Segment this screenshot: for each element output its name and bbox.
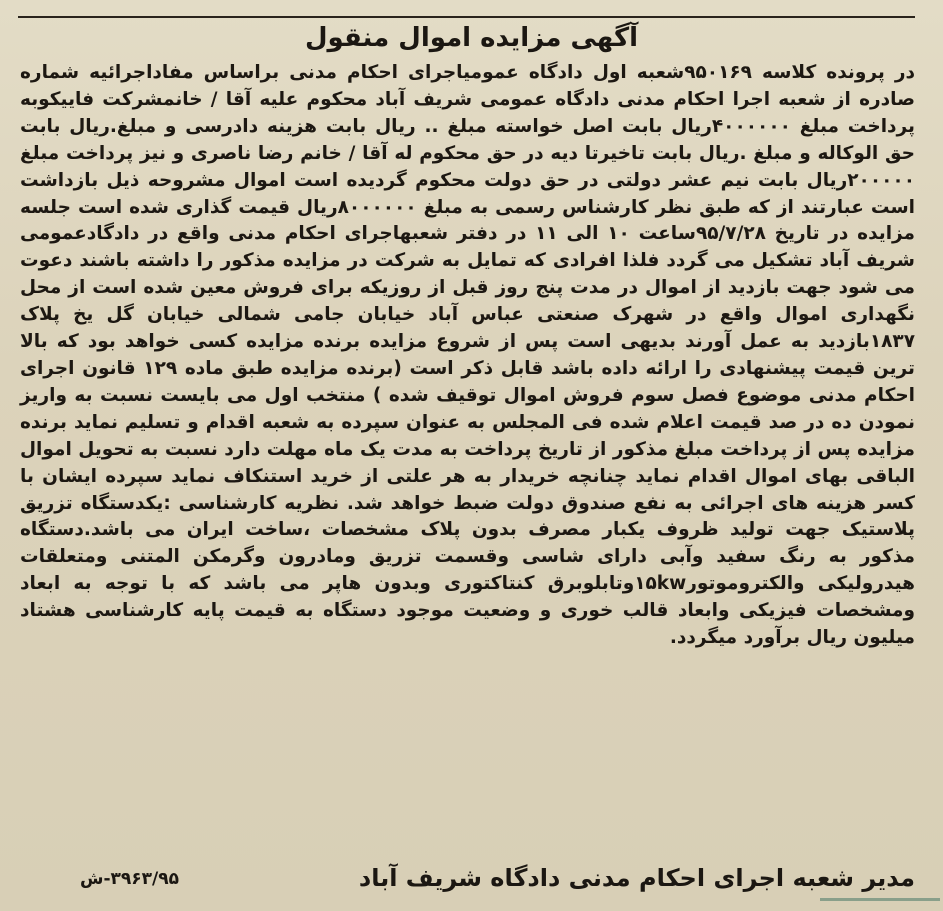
corner-edge-mark: [820, 898, 940, 911]
notice-footer: [20, 861, 915, 897]
top-divider: [18, 16, 915, 18]
ad-reference-number: ۳۹۶۳/۹۵-ش: [80, 869, 179, 889]
signature-line: مدیر شعبه اجرای احکام مدنی دادگاه شریف آباد: [358, 864, 915, 892]
notice-paragraph: در پرونده کلاسه ۹۵۰۱۶۹شعبه اول دادگاه عمومیاجرای احکام مدنی براساس مفاداجرائیه شماره صادره از شعبه اجرا احکام مدنی دادگاه عمومی شریف آباد محکوم علیه آقا / خانمشرکت فاییکوبه پرداخت مبلغ ۴۰۰۰۰۰۰ریال بابت اصل خواسته مبلغ .. ریال بابت هزینه دادرسی و مبلغ.ریال بابت حق الوکاله و مبلغ .ریال بابت تاخیرتا دیه در حق محکوم له آقا / خانم رضا ناصری و نیز پرداخت مبلغ ۲۰۰۰۰۰ریال بابت نیم عشر دولتی در حق دولت محکوم گردیده است اموال مشروحه ذیل بازداشت است عبارتند از که طبق نظر کارشناس رسمی به مبلغ ۸۰۰۰۰۰۰ریال قیمت گذاری شده است جلسه مزایده در تاریخ ۹۵/۷/۲۸ساعت ۱۰ الی ۱۱ در دفتر شعبهاجرای احکام مدنی واقع در دادگادعمومی شریف آباد تشکیل می گردد فلذا افرادی که تمایل به شرکت در مزایده مذکور را داشته باشند دعوت می شود جهت بازدید از اموال در مدت پنج روز قبل از روزیکه برای فروش معین شده است از محل نگهداری اموال واقع در شهرک صنعتی عباس آباد خیابان جامی شمالی خیابان گل یخ پلاک ۱۸۳۷بازدید به عمل آورند بدیهی است پس از شروع مزایده برنده مزایده کسی خواهد بود که بالا ترین قیمت پیشنهادی را ارائه داده باشد قابل ذکر است (برنده مزایده طبق ماده ۱۲۹ قانون اجرای احکام مدنی موضوع فصل سوم فروش اموال توقیف شده ) منتخب اول می بایست نسبت به واریز نمودن ده در صد قیمت اعلام شده فی المجلس به عنوان سپرده به شعبه اقدام و تسلیم نماید برنده مزایده پس از پرداخت مبلغ مذکور از تاریخ پرداخت به مدت یک ماه مهلت دارد نسبت به تحویل اموال الباقی بهای اموال اقدام نماید چنانچه خریدار به هر علتی از خرید استنکاف نماید سپرده ایشان با کسر هزینه های اجرائی به نفع صندوق دولت ضبط خواهد شد. نظریه کارشناسی :یکدستگاه تزریق پلاستیک جهت تولید ظروف یکبار مصرف بدون پلاک مشخصات ،ساخت ایران می باشد.دستگاه مذکور به رنگ سفید وآبی دارای شاسی وقسمت تزریق ومادرون وگرمکن المتنی ومتعلقات هیدرولیکی والکتروموتور۱۵kwوتابلوبرق کنتاکتوری وبدون هاپر می باشد که با توجه به ابعاد ومشخصات فیزیکی وابعاد قالب خوری و وضعیت موجود دستگاه به قیمت پایه کارشناسی هشتاد میلیون ریال برآورد میگردد.: [20, 62, 916, 649]
notice-body: [20, 60, 915, 652]
notice-title: آگهی مزایده اموال منقول: [304, 23, 639, 53]
